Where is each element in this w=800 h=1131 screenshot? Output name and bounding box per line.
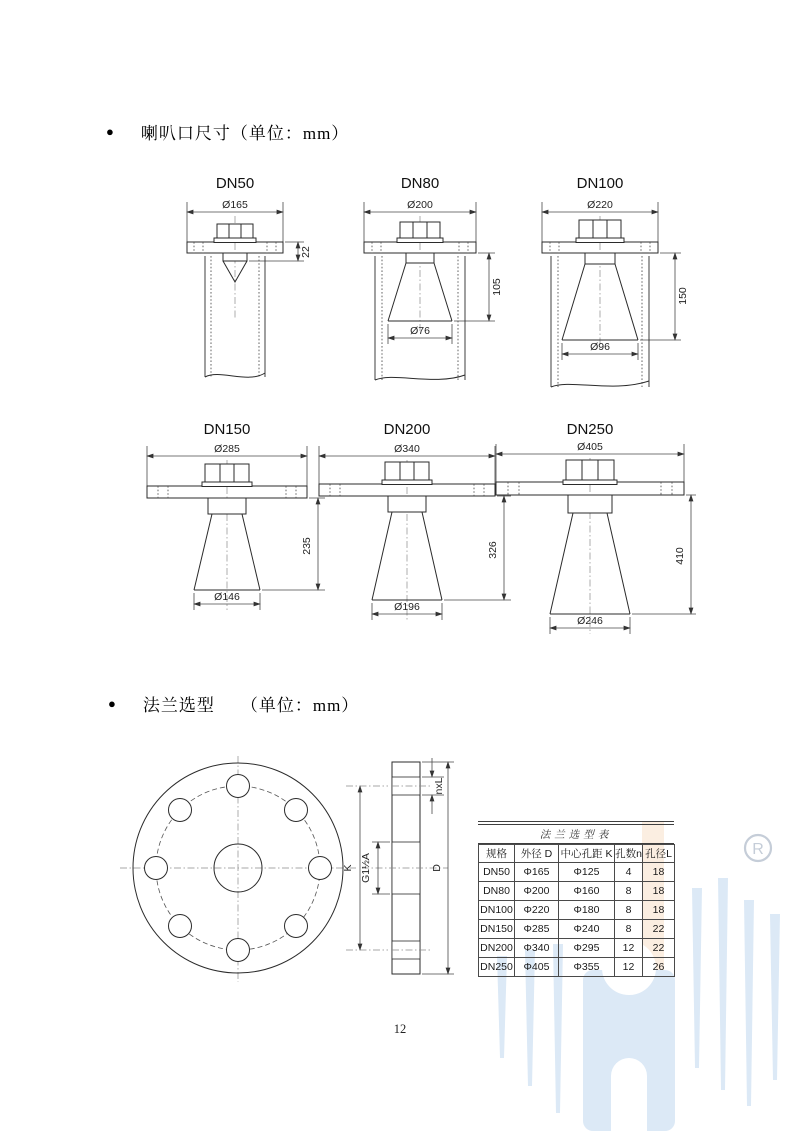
side-dim-label: 326 xyxy=(487,541,499,559)
horn-section-header xyxy=(106,119,349,144)
horn-dn50-diagram xyxy=(130,172,340,407)
table-row xyxy=(479,863,675,882)
horn-dn250-diagram xyxy=(480,418,700,676)
mouth-dia-label: Ø76 xyxy=(410,325,430,337)
mouth-dia-label: Ø196 xyxy=(394,601,420,613)
diagram-title: DN50 xyxy=(215,175,255,192)
k-dim-label: K xyxy=(342,864,354,872)
nxl-dim-label: nxL xyxy=(433,777,445,795)
cell: 18 xyxy=(643,863,675,882)
pipe-break-line xyxy=(551,381,649,387)
col-header: 孔径L xyxy=(643,845,675,863)
cell: 12 xyxy=(615,958,643,977)
cell: Φ240 xyxy=(559,920,615,939)
col-header: 外径 D xyxy=(515,845,559,863)
side-dim-label: 410 xyxy=(674,547,686,565)
diagram-title: DN80 xyxy=(400,175,440,192)
table-row xyxy=(479,939,675,958)
table-row xyxy=(479,901,675,920)
cell: Φ125 xyxy=(559,863,615,882)
table-row xyxy=(479,958,675,977)
cell: Φ160 xyxy=(559,882,615,901)
flange-front-view xyxy=(120,756,356,982)
registered-letter: R xyxy=(752,841,764,858)
flange-section-title: 法兰选型 xyxy=(142,696,215,715)
cell: DN80 xyxy=(479,882,515,901)
flange-dia-label: Ø340 xyxy=(394,443,420,455)
cell: Φ355 xyxy=(559,958,615,977)
col-header: 孔数n xyxy=(615,845,643,863)
d-dim-label: D xyxy=(431,864,443,872)
cell: 8 xyxy=(615,882,643,901)
diagram-title: DN250 xyxy=(566,421,614,438)
horn-dn80-diagram xyxy=(315,172,525,407)
table-title: 法兰选型表 xyxy=(478,825,674,844)
col-header: 规格 xyxy=(479,845,515,863)
cell: 4 xyxy=(615,863,643,882)
cell: 8 xyxy=(615,920,643,939)
side-dim-label: 235 xyxy=(301,537,313,555)
cell: Φ220 xyxy=(515,901,559,920)
mouth-dia-label: Ø246 xyxy=(577,615,603,627)
bullet-icon: ● xyxy=(108,696,117,711)
cell: DN50 xyxy=(479,863,515,882)
flange-dia-label: Ø165 xyxy=(222,199,248,211)
side-dim-label: 150 xyxy=(677,287,689,305)
diagram-title: DN150 xyxy=(203,421,251,438)
pipe-break-line xyxy=(375,375,465,380)
cell: DN150 xyxy=(479,920,515,939)
table-row xyxy=(479,882,675,901)
flange-dia-label: Ø405 xyxy=(577,441,603,453)
bullet-icon: ● xyxy=(106,124,115,139)
flange-dia-label: Ø220 xyxy=(587,199,613,211)
cell: 18 xyxy=(643,882,675,901)
flange-table xyxy=(478,821,674,977)
side-dim-label: 22 xyxy=(300,246,312,258)
diagram-title: DN100 xyxy=(576,175,624,192)
mouth-dia-label: Ø146 xyxy=(214,591,240,603)
cell: DN100 xyxy=(479,901,515,920)
flange-section-unit: （单位：mm） xyxy=(240,696,360,715)
cell: Φ295 xyxy=(559,939,615,958)
flange-dia-label: Ø200 xyxy=(407,199,433,211)
cell: 18 xyxy=(643,901,675,920)
flange-dia-label: Ø285 xyxy=(214,443,240,455)
table-header-row xyxy=(479,845,675,863)
registered-mark-icon xyxy=(745,835,771,861)
cell: 22 xyxy=(643,920,675,939)
thread-dim-label: G1½A xyxy=(360,853,372,883)
side-dim-label: 105 xyxy=(491,278,503,296)
cell: Φ200 xyxy=(515,882,559,901)
cell: Φ180 xyxy=(559,901,615,920)
page-number: 12 xyxy=(393,1022,407,1036)
cell: 22 xyxy=(643,939,675,958)
cell: 26 xyxy=(643,958,675,977)
flange-section-header xyxy=(108,691,359,716)
cell: 12 xyxy=(615,939,643,958)
watermark-bottom-arch xyxy=(611,1058,647,1131)
table-row xyxy=(479,920,675,939)
cell: DN250 xyxy=(479,958,515,977)
col-header: 中心孔距 K xyxy=(559,845,615,863)
cell: Φ405 xyxy=(515,958,559,977)
flange-drawing xyxy=(100,742,468,994)
horn-section-title: 喇叭口尺寸（单位：mm） xyxy=(140,124,350,143)
cell: Φ165 xyxy=(515,863,559,882)
cell: Φ340 xyxy=(515,939,559,958)
horn-dn100-diagram xyxy=(495,172,705,412)
pipe-break-line xyxy=(205,373,265,377)
diagram-title: DN200 xyxy=(383,421,431,438)
cell: Φ285 xyxy=(515,920,559,939)
cell: DN200 xyxy=(479,939,515,958)
mouth-dia-label: Ø96 xyxy=(590,341,610,353)
cell: 8 xyxy=(615,901,643,920)
